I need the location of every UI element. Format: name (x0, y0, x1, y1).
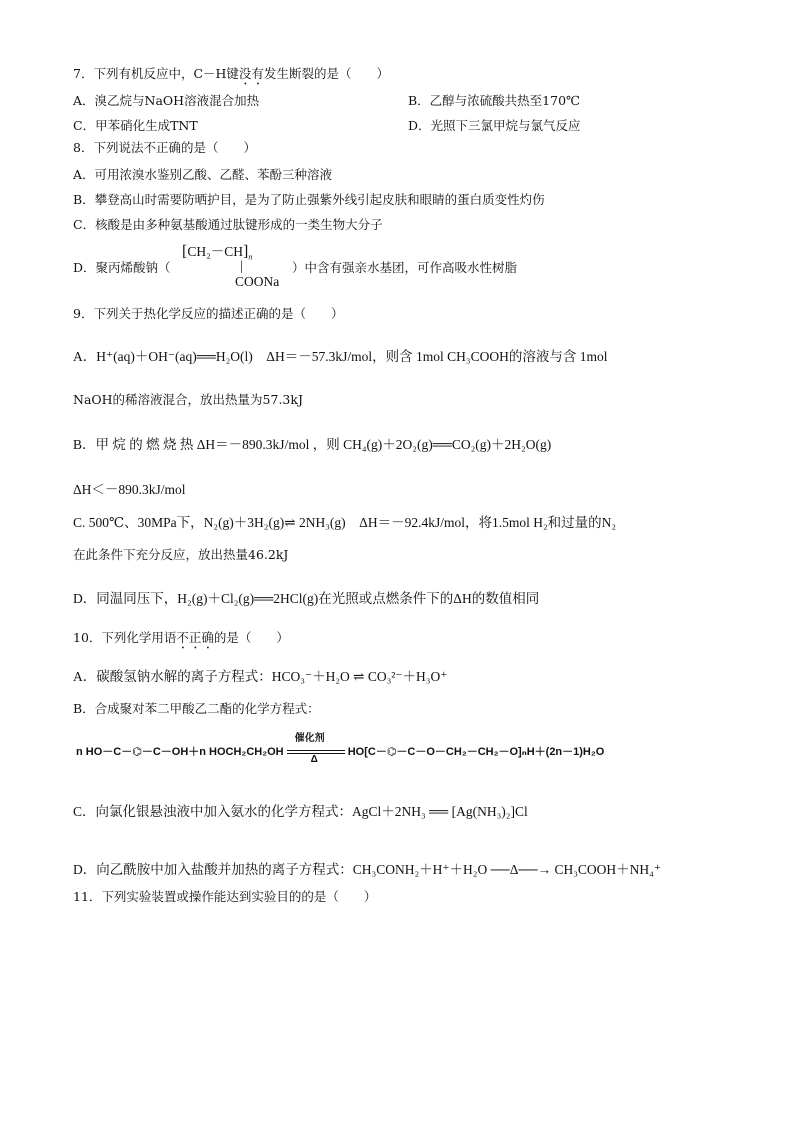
catalyst-arrow: 催化剂 Δ (287, 740, 345, 764)
q9-option-d: D．同温同压下，H₂(g)＋Cl₂(g)══2HCl(g)在光照或点燃条件下的ΔH的数值相同 (73, 591, 540, 606)
q7-emphasis: 没有 (238, 66, 264, 81)
q10-emphasis: 不正确 (176, 630, 214, 645)
q10-option-c: C．向氯化银悬浊液中加入氨水的化学方程式：AgCl＋2NH₃ ══ [Ag(NH₃)₂]Cl (73, 804, 528, 819)
q8-option-d-prefix: D．聚丙烯酸钠（ (73, 260, 171, 275)
q9-option-c-line2: 在此条件下充分反应，放出热量46.2kJ (73, 547, 289, 562)
q9-option-c-line1: C. 500℃、30MPa下，N₂(g)＋3H₂(g)⇌ 2NH₃(g) ΔH＝－92.4kJ/mol，将1.5mol H₂和过量的N₂ (73, 515, 617, 530)
q8-option-a: A．可用浓溴水鉴别乙酸、乙醛、苯酚三种溶液 (73, 167, 333, 182)
q10-option-b: B．合成聚对苯二甲酸乙二酯的化学方程式： (73, 701, 320, 716)
q10-option-a: A．碳酸氢钠水解的离子方程式：HCO₃⁻＋H₂O ⇌ CO₃²⁻＋H₃O⁺ (73, 669, 448, 684)
q9-option-a-line2: NaOH的稀溶液混合，放出热量为57.3kJ (73, 392, 303, 407)
q7-option-b: B．乙醇与浓硫酸共热至170℃ (408, 93, 581, 108)
pet-reactants: n HO－C－⌬－C－OH＋n HOCH₂CH₂OH (76, 745, 284, 758)
q9-option-a-line1: A．H⁺(aq)＋OH⁻(aq)══H₂O(l) ΔH＝－57.3kJ/mol，则含 1mol CH₃COOH的溶液与含 1mol (73, 349, 608, 364)
pet-products: HO[C－⌬－C－O－CH₂－CH₂－O]ₙH＋(2n－1)H₂O (347, 745, 605, 758)
q7-option-a: A．溴乙烷与NaOH溶液混合加热 (73, 93, 260, 108)
q11-stem: 11．下列实验装置或操作能达到实验目的的是（ ） (73, 889, 377, 904)
q8-option-d-suffix: ）中含有强亲水基团，可作高吸水性树脂 (292, 260, 518, 275)
q7-option-d: D．光照下三氯甲烷与氯气反应 (408, 118, 581, 133)
q8-option-b: B．攀登高山时需要防晒护目，是为了防止强紫外线引起皮肤和眼睛的蛋白质变性灼伤 (73, 192, 545, 207)
q10-option-d: D．向乙酰胺中加入盐酸并加热的离子方程式：CH₃CONH₂＋H⁺＋H₂O ──Δ──→ CH₃COOH＋NH₄⁺ (73, 862, 661, 877)
q7-option-c: C．甲苯硝化生成TNT (73, 118, 198, 133)
q9-option-b-line2: ΔH＜－890.3kJ/mol (73, 482, 186, 497)
q9-stem: 9．下列关于热化学反应的描述正确的是（ ） (73, 306, 344, 321)
q8-stem: 8．下列说法不正确的是（ ） (73, 140, 256, 155)
q7-stem: 7．下列有机反应中，C－H键没有发生断裂的是（ ） (73, 66, 389, 81)
q10-stem: 10．下列化学用语不正确的是（ ） (73, 630, 289, 645)
q9-option-b-line1: B．甲 烷 的 燃 烧 热 ΔH＝－890.3kJ/mol ，则 CH₄(g)＋2O₂(g)══CO₂(g)＋2H₂O(g) (73, 437, 552, 452)
pet-equation (76, 733, 605, 765)
q8-option-c: C．核酸是由多种氨基酸通过肽键形成的一类生物大分子 (73, 217, 383, 232)
